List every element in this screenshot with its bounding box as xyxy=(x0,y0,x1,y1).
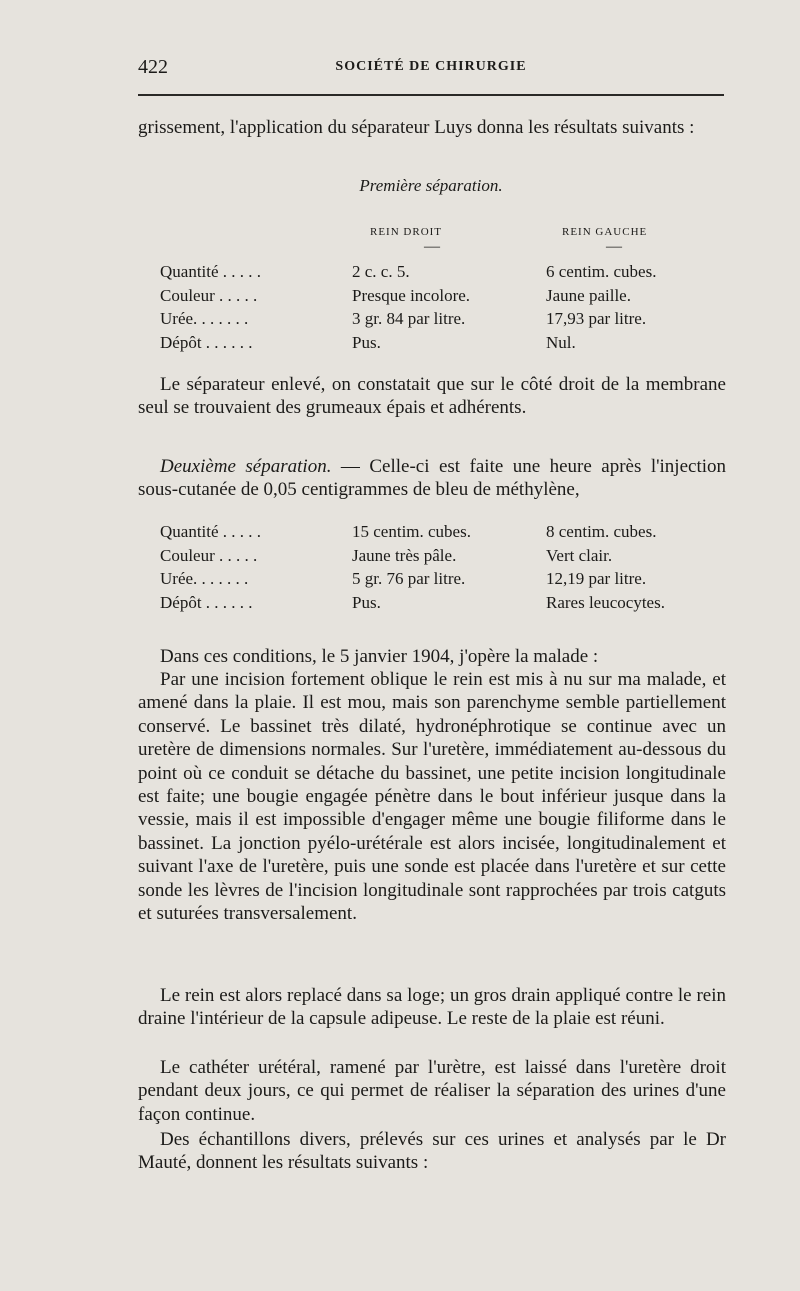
paragraph-operation: Par une incision fortement oblique le rein est mis à nu sur ma malade, et amené dans la plaie. Il est mou, mais son parenchyme semble partiellement conservé. Le bassinet très dilaté, hydronéphrotique se continue avec un uretère de dimensions normales. Sur l'uretère, immédiatement au-dessous du point où ce conduit se détache du bassinet, une petite incision longitudinale est faite; une bougie engagée pénètre dans le bout inférieur jusque dans la vessie, mais il est impossible d'engager même une bougie filiforme dans le bassinet. La jonction pyélo-urétérale est alors incisée, longitudinalement et suivant l'axe de l'uretère, puis une sonde est placée dans l'uretère et sur cette sonde les lèvres de l'incision longitudinale sont rapprochées par trois catguts et suturées transversalement. xyxy=(138,669,726,925)
running-head: SOCIÉTÉ DE CHIRURGIE xyxy=(335,59,527,74)
paragraph-second-separation: Deuxième séparation. — Celle-ci est faite une heure après l'injection sous-cutanée de 0,05 centigrammes de bleu de méthylène, xyxy=(138,456,727,501)
paragraph-catheter: Le cathéter urétéral, ramené par l'urètre, est laissé dans l'uretère droit pendant deux jours, ce qui permet de réaliser la séparation des urines d'une façon continue. xyxy=(138,1057,726,1125)
intro-paragraph: grissement, l'application du séparateur Luys donna les résultats suivants : xyxy=(138,117,695,138)
document-page: 422 SOCIÉTÉ DE CHIRURGIE grissement, l'application du séparateur Luys donna les résultats suivants : Première séparation. REIN DROIT REIN GAUCHE — — Quantité . . . . . 2 c. c. 5. 6 centim. cubes. Couleur . . . . . Presque incolore. Jaune paille. Urée. . . . . . . 3 gr. 84 par litre. 17,93 par litre. Dépôt . . . . . . Pus. Nul. Le séparateur enlevé, on constatait que sur le côté droit de la membrane seul se trouvaient des grumeaux épais et adhérents. Deuxième séparation. — Celle-ci est faite une heure après l'injection sous-cutanée de 0,05 centigrammes de bleu de méthylène, Quantité . . . . . 15 centim. cubes. 8 centim. cubes. Couleur . . . . . Jaune très pâle. Vert clair. Urée. . . . . . . 5 gr. 76 par litre. 12,19 par litre. Dépôt . . . . . . Pus. Rares leucocytes. Dans ces conditions, le 5 janvier 1904, j'opère la malade : Par une incision fortement oblique le rein est mis à nu sur ma malade, et amené dans la plaie. Il est mou, mais son parenchyme semble partiellement conservé. Le bassinet très dilaté, hydronéphrotique se continue avec un uretère de dimensions normales. Sur l'uretère, immédiatement au-dessous du point où ce conduit se détache du bassinet, une petite incision longitudinale est faite; une bougie engagée pénètre dans le bout inférieur jusque dans la vessie, mais il est impossible d'engager même une bougie filiforme dans le bassinet. La jonction pyélo-urétérale est alors incisée, longitudinalement et suivant l'axe de l'uretère, puis une sonde est placée dans l'uretère et sur cette sonde les lèvres de l'incision longitudinale sont rapprochées par trois catguts et suturées transversalement. Le rein est alors replacé dans sa loge; un gros drain appliqué contre le rein draine l'intérieur de la capsule adipeuse. Le reste de la plaie est réuni. Le cathéter urétéral, ramené par l'urètre, est laissé dans l'uretère droit pendant deux jours, ce qui permet de réaliser la séparation des urines d'une façon continue. Des échantillons divers, prélevés sur ces urines et analysés par le Dr Mauté, donnent les résultats suivants : xyxy=(138,56,727,1174)
col-head-right-kidney: REIN DROIT xyxy=(370,226,443,238)
paragraph-separator-removed: Le séparateur enlevé, on constatait que sur le côté droit de la membrane seul se trouvaient des grumeaux épais et adhérents. xyxy=(138,374,726,419)
page-number: 422 xyxy=(138,56,168,78)
col-head-left-kidney: REIN GAUCHE xyxy=(562,226,648,238)
paragraph-rein: Le rein est alors replacé dans sa loge; un gros drain appliqué contre le rein draine l'intérieur de la capsule adipeuse. Le reste de la plaie est réuni. xyxy=(138,985,726,1030)
header-rule xyxy=(138,94,724,96)
col-dash-left: — xyxy=(606,238,622,255)
second-separation-title: Deuxième séparation. xyxy=(160,456,332,477)
page-header xyxy=(138,56,724,86)
paragraph-conditions: Dans ces conditions, le 5 janvier 1904, j'opère la malade : xyxy=(160,646,599,667)
paragraph-samples: Des échantillons divers, prélevés sur ces urines et analysés par le Dr Mauté, donnent les résultats suivants : xyxy=(138,1129,726,1174)
first-separation-title: Première séparation. xyxy=(359,176,503,195)
col-dash-right: — xyxy=(424,238,440,255)
